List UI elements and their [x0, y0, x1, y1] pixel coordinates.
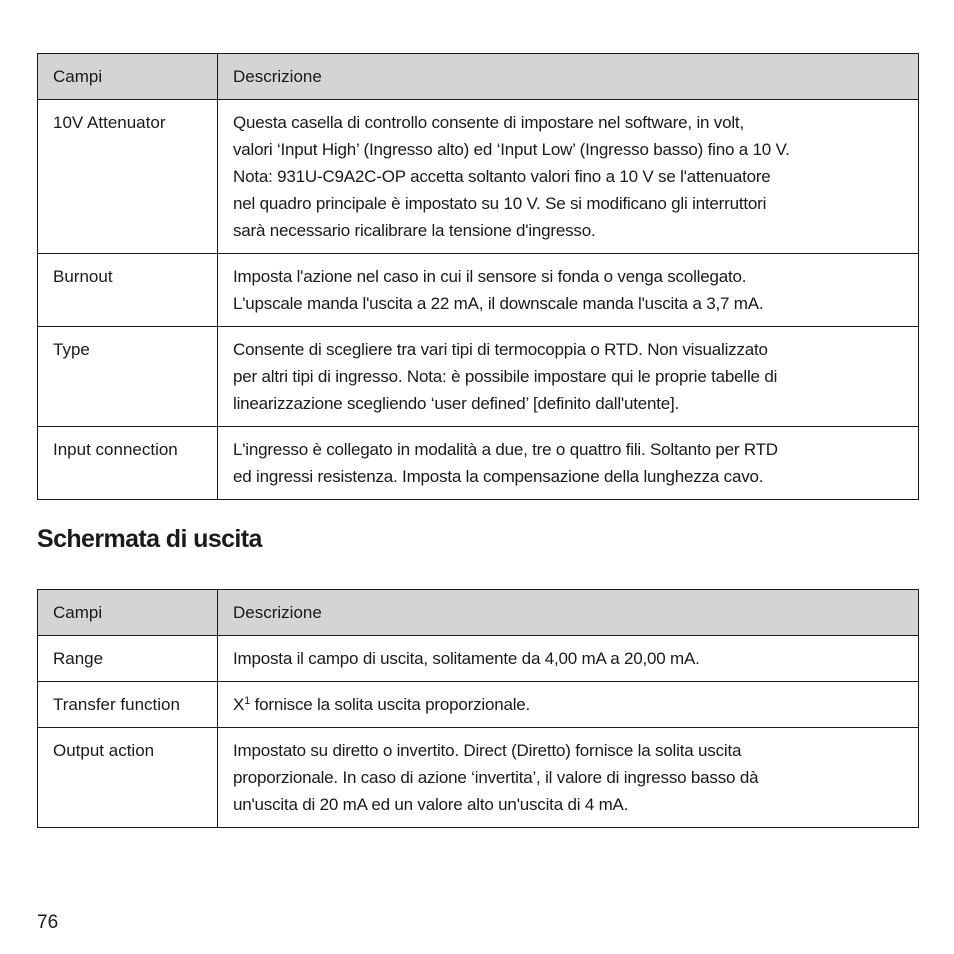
description-line: un'uscita di 20 mA ed un valore alto un'uscita di 4 mA.: [233, 795, 629, 814]
field-description: [218, 327, 919, 427]
description-line: linearizzazione scegliendo ‘user defined’ [definito dall'utente].: [233, 394, 680, 413]
fields-table-input: [37, 53, 919, 500]
column-header-description: Descrizione: [218, 54, 919, 100]
field-name: 10V Attenuator: [38, 100, 218, 254]
table-row: [38, 682, 919, 728]
description-line: valori ‘Input High’ (Ingresso alto) ed ‘Input Low’ (Ingresso basso) fino a 10 V.: [233, 140, 790, 159]
field-name: Input connection: [38, 427, 218, 500]
field-name: Type: [38, 327, 218, 427]
fields-table-output: [37, 589, 919, 828]
description-line: Consente di scegliere tra vari tipi di termocoppia o RTD. Non visualizzato: [233, 340, 768, 359]
description-text: fornisce la solita uscita proporzionale.: [250, 695, 531, 714]
table-row: [38, 636, 919, 682]
description-line: sarà necessario ricalibrare la tensione d'ingresso.: [233, 221, 596, 240]
field-description: [218, 682, 919, 728]
field-description: [218, 100, 919, 254]
description-line: nel quadro principale è impostato su 10 V. Se si modificano gli interruttori: [233, 194, 767, 213]
description-line: ed ingressi resistenza. Imposta la compensazione della lunghezza cavo.: [233, 467, 764, 486]
table-row: [38, 254, 919, 327]
field-name: Transfer function: [38, 682, 218, 728]
field-name: Burnout: [38, 254, 218, 327]
description-line: Nota: 931U-C9A2C-OP accetta soltanto valori fino a 10 V se l'attenuatore: [233, 167, 771, 186]
field-name: Output action: [38, 728, 218, 828]
description-line: proporzionale. In caso di azione ‘invertita’, il valore di ingresso basso dà: [233, 768, 759, 787]
field-description: [218, 728, 919, 828]
description-line: Imposta l'azione nel caso in cui il sensore si fonda o venga scollegato.: [233, 267, 747, 286]
column-header-fields: Campi: [38, 590, 218, 636]
table-header-row: [38, 54, 919, 100]
description-line: L'ingresso è collegato in modalità a due, tre o quattro fili. Soltanto per RTD: [233, 440, 778, 459]
field-description: [218, 254, 919, 327]
description-line: [233, 691, 530, 718]
field-description: [218, 636, 919, 682]
description-line: L'upscale manda l'uscita a 22 mA, il downscale manda l'uscita a 3,7 mA.: [233, 294, 764, 313]
table-row: [38, 327, 919, 427]
table-row: [38, 427, 919, 500]
table-row: [38, 100, 919, 254]
x-symbol: X: [233, 695, 245, 714]
table-header-row: [38, 590, 919, 636]
description-line: Imposta il campo di uscita, solitamente da 4,00 mA a 20,00 mA.: [233, 649, 700, 668]
column-header-description: Descrizione: [218, 590, 919, 636]
page-number: 76: [37, 912, 59, 933]
field-name: Range: [38, 636, 218, 682]
table-row: [38, 728, 919, 828]
description-line: per altri tipi di ingresso. Nota: è possibile impostare qui le proprie tabelle di: [233, 367, 778, 386]
superscript: 1: [244, 695, 251, 707]
field-description: [218, 427, 919, 500]
column-header-fields: Campi: [38, 54, 218, 100]
description-line: Impostato su diretto o invertito. Direct (Diretto) fornisce la solita uscita: [233, 741, 742, 760]
section-heading: Schermata di uscita: [37, 525, 262, 553]
description-line: Questa casella di controllo consente di impostare nel software, in volt,: [233, 113, 744, 132]
